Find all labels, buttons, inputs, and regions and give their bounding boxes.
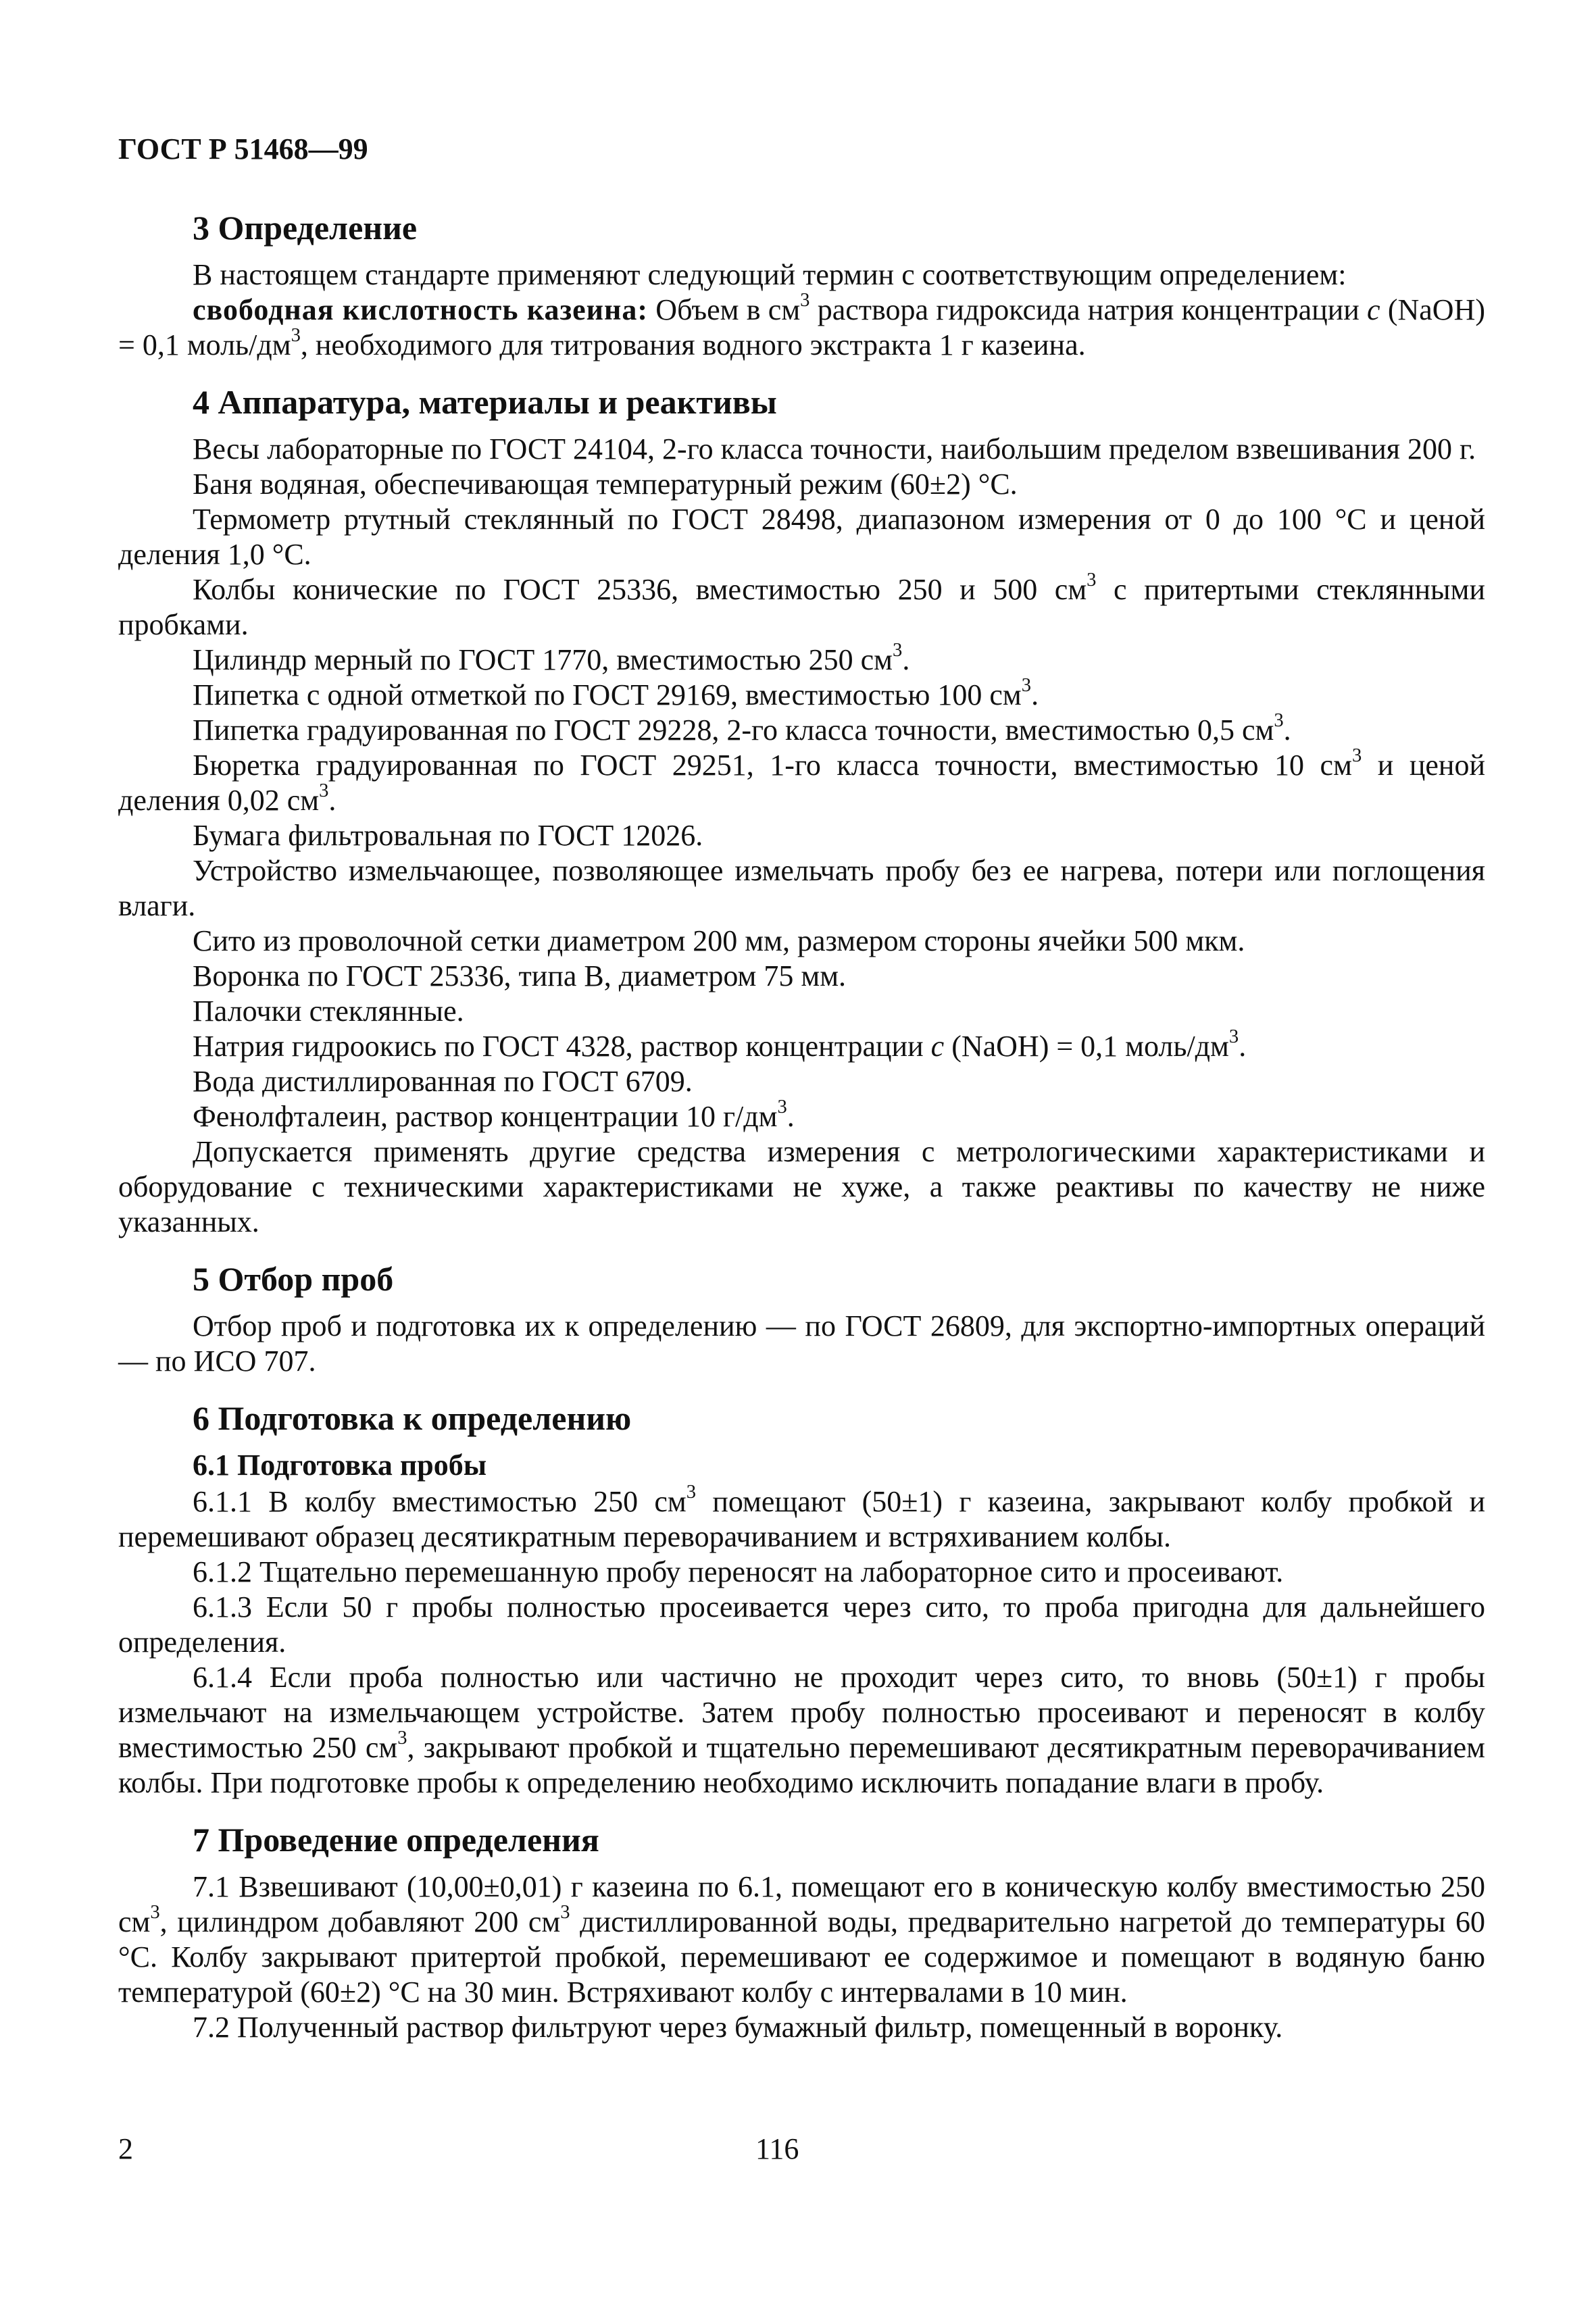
equipment-item: Цилиндр мерный по ГОСТ 1770, вместимостью 250 $см^3$. <box>193 639 910 676</box>
equipment-item: Пипетка с одной отметкой по ГОСТ 29169, вместимостью 100 $см^3$. <box>193 674 1039 711</box>
section-6-heading: 6 Подготовка к определению <box>193 1399 632 1437</box>
document-page <box>118 132 1485 2045</box>
section-5-text: Отбор проб и подготовка их к определению — по ГОСТ 26809, для экспортно-импортных операций — по ИСО 707. <box>118 1309 1485 1378</box>
equipment-item: Натрия гидроокись по ГОСТ 4328, раствор концентрации с (NaOH) = 0,1 моль/$дм^3$. <box>193 1026 1247 1063</box>
clause-6-1-4: 6.1.4 Если проба полностью или частично не проходит через сито, то вновь (50±1) г пробы измельчают на измельчающем устройстве. Затем пробу полностью просеивают и переносят в колбу вместимостью 250 $см^3$, закрывают пробкой и тщательно перемешивают десятикратным переворачиванием колбы. При подготовке пробы к определению необходимо исключить попадание влаги в пробу. <box>118 1661 1485 1799</box>
equipment-item: Пипетка градуированная по ГОСТ 29228, 2-го класса точности, вместимостью 0,5 $см^3$. <box>193 709 1291 747</box>
equipment-item: Весы лабораторные по ГОСТ 24104, 2-го класса точности, наибольшим пределом взвешивания 200 г. <box>193 432 1476 466</box>
clause-7-2: 7.2 Полученный раствор фильтруют через бумажный фильтр, помещенный в воронку. <box>193 2011 1283 2044</box>
section-7-heading: 7 Проведение определения <box>193 1821 599 1859</box>
equipment-item: Баня водяная, обеспечивающая температурный режим (60±2) °С. <box>193 468 1018 501</box>
equipment-item: Колбы конические по ГОСТ 25336, вместимостью 250 и 500 $см^3$ с притертыми стеклянными пробками. <box>118 569 1486 641</box>
clause-6-1-2: 6.1.2 Тщательно перемешанную пробу переносят на лабораторное сито и просеивают. <box>193 1555 1284 1588</box>
equipment-item: Фенолфталеин, раствор концентрации 10 $г/дм^3$. <box>193 1096 795 1133</box>
concentration-symbol: с <box>1367 293 1380 326</box>
equipment-item: Сито из проволочной сетки диаметром 200 мм, размером стороны ячейки 500 мкм. <box>193 924 1245 957</box>
subsection-6-1-heading: 6.1 Подготовка пробы <box>193 1449 487 1482</box>
clause-6-1-3: 6.1.3 Если 50 г пробы полностью просеивается через сито, то проба пригодна для дальнейшего определения. <box>118 1590 1485 1659</box>
section-4-heading: 4 Аппаратура, материалы и реактивы <box>193 383 777 421</box>
equipment-item: Устройство измельчающее, позволяющее измельчать пробу без ее нагрева, потери или поглощения влаги. <box>118 854 1485 922</box>
document-id-header: ГОСТ Р 51468—99 <box>118 132 368 166</box>
defined-term: свободная кислотность казеина: <box>193 293 649 326</box>
page-number-left: 2 <box>118 2132 133 2165</box>
equipment-item: Бумага фильтровальная по ГОСТ 12026. <box>193 819 703 852</box>
page-number-center: 116 <box>755 2132 799 2165</box>
clause-7-1: 7.1 Взвешивают (10,00±0,01) г казеина по 6.1, помещают его в коническую колбу вместимостью 250 $см^3$, цилиндром добавляют 200 $см^3$ дистиллированной воды, предварительно нагретой до температуры 60 °С. Колбу закрывают притертой пробкой, перемешивают ее содержимое и помещают в водяную баню температурой (60±2) °С на 30 мин. Встряхивают колбу с интервалами в 10 мин. <box>118 1870 1486 2009</box>
section-3-heading: 3 Определение <box>193 209 418 247</box>
equipment-note: Допускается применять другие средства измерения с метрологическими характеристиками и оборудование с техническими характеристиками не хуже, а также реактивы по качеству не ниже указанных. <box>118 1135 1485 1238</box>
section-3-intro: В настоящем стандарте применяют следующий термин с соответствующим определением: <box>193 258 1347 291</box>
section-5-heading: 5 Отбор проб <box>193 1260 394 1298</box>
equipment-item: Вода дистиллированная по ГОСТ 6709. <box>193 1065 693 1098</box>
equipment-item: Воронка по ГОСТ 25336, типа В, диаметром 75 мм. <box>193 959 847 992</box>
equipment-item: Палочки стеклянные. <box>193 995 464 1028</box>
equipment-item: Бюретка градуированная по ГОСТ 29251, 1-го класса точности, вместимостью 10 $см^3$ и ценой деления 0,02 $см^3$. <box>118 745 1486 817</box>
equipment-item: Термометр ртутный стеклянный по ГОСТ 28498, диапазоном измерения от 0 до 100 °С и ценой деления 1,0 °С. <box>118 503 1485 571</box>
clause-6-1-1: 6.1.1 В колбу вместимостью 250 $см^3$ помещают (50±1) г казеина, закрывают колбу пробкой и перемешивают образец десятикратным переворачиванием и встряхиванием колбы. <box>118 1481 1485 1553</box>
section-3-definition: свободная кислотность казеина: Объем в $см^3$ раствора гидроксида натрия концентрации с (NaOH) = 0,1 моль/$дм^3$, необходимого для титрования водного экстракта 1 г казеина. <box>118 289 1485 361</box>
